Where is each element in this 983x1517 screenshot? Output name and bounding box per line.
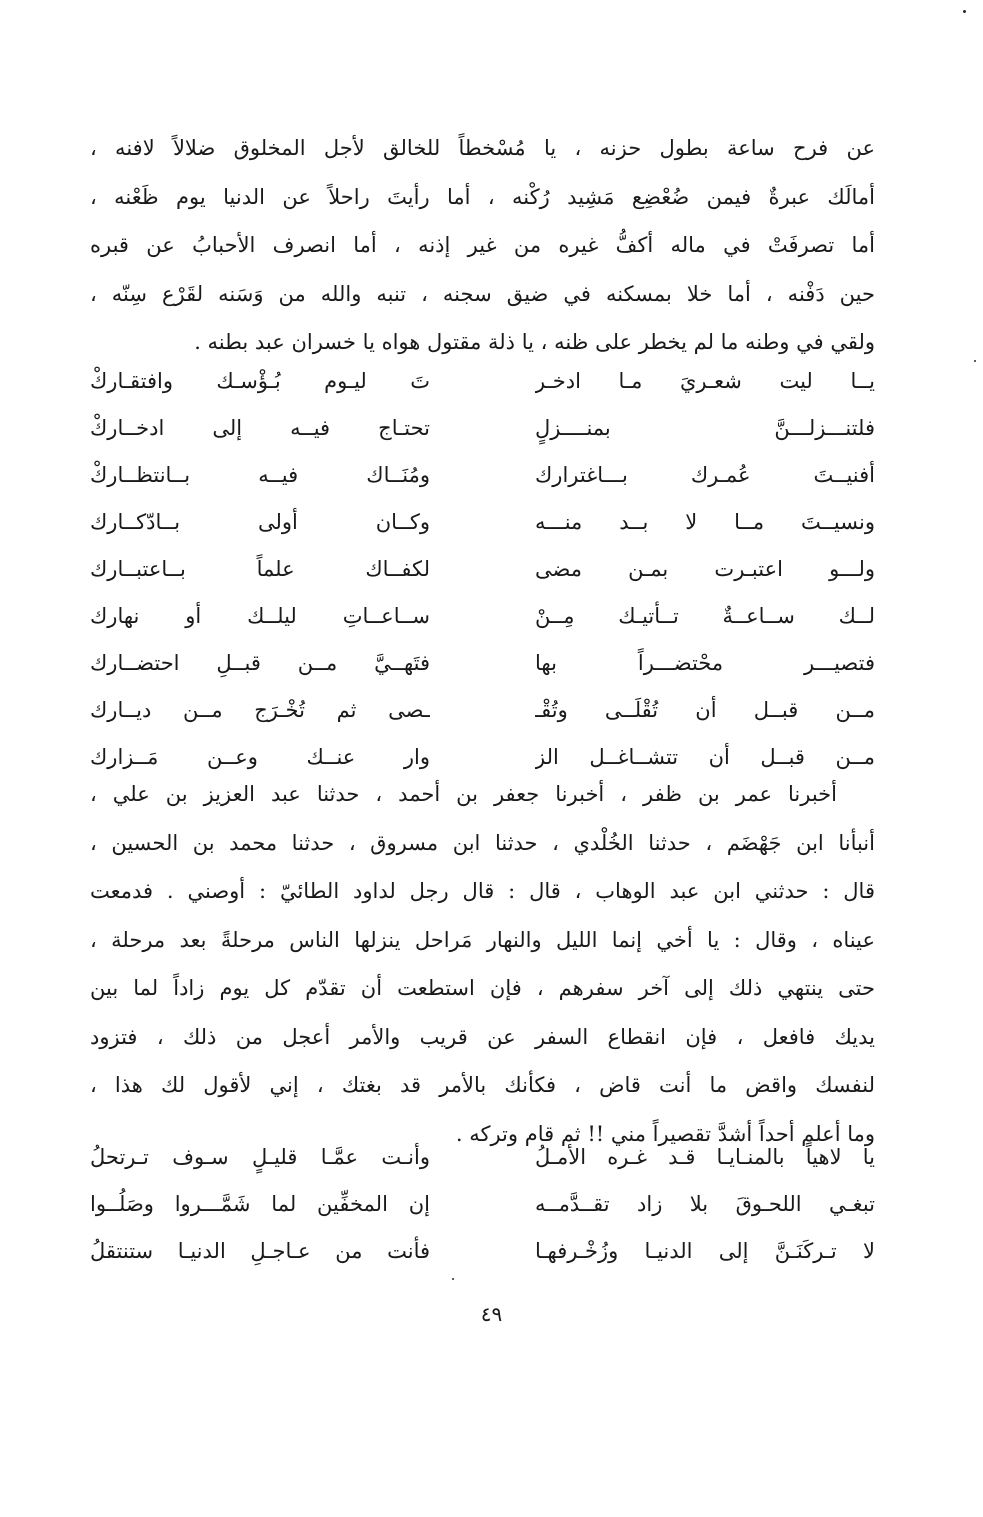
prose-line: عيناه ، وقال : يا أخي إنما الليل والنهار مَراحل ينزلها الناس مرحلةً بعد مرحلة ،	[90, 927, 875, 952]
verse-row	[90, 1134, 875, 1181]
verse-row	[90, 358, 875, 405]
verse-row	[90, 499, 875, 546]
verse-second-hemistich: وار عنــك وعــن مَــزارك	[90, 745, 430, 769]
prose-paragraph-2	[90, 770, 875, 1158]
prose-paragraph-1	[90, 124, 875, 367]
verse-second-hemistich: لكفــاك علماً بــاعتبــارك	[90, 557, 430, 581]
prose-line: أنبأنا ابن جَهْضَم ، حدثنا الخُلْدي ، حدثنا ابن مسروق ، حدثنا محمد بن الحسين ،	[90, 830, 875, 855]
verse-row	[90, 546, 875, 593]
poem-2	[90, 1134, 875, 1275]
page-number: ٤٩	[480, 1302, 503, 1326]
verse-second-hemistich: تحتـاج فيــه إلى ادخــاركْ	[90, 416, 430, 440]
verse-first-hemistich: ونسيــتَ مــا لا بــد منـــه	[535, 510, 875, 534]
prose-line: يديك فافعل ، فإن انقطاع السفر عن قريب والأمر أعجل من ذلك ، فتزود	[90, 1024, 875, 1049]
verse-first-hemistich: فلتنـــزلـــنَّ بمنــــزلٍ	[535, 416, 875, 440]
prose-line: وما أعلم أحداً أشدَّ تقصيراً مني !! ثم قام وتركه .	[455, 1121, 875, 1146]
verse-second-hemistich: فأنت من عـاجـلِ الدنيـا ستنتقلُ	[90, 1239, 430, 1263]
verse-first-hemistich: يا لاهياً بالمنـايـا قـد غـره الأمـلُ	[535, 1145, 875, 1169]
prose-line: حتى ينتهي ذلك إلى آخر سفرهم ، فإن استطعت أن تقدّم كل يوم زاداً لما بين	[90, 976, 875, 1000]
verse-first-hemistich: مــن قبــل أن تُقْلَــى وتُقْـ	[535, 698, 875, 722]
verse-first-hemistich: أفنيــتَ عُمـرك بـــاغترارك	[535, 463, 875, 487]
verse-first-hemistich: مــن قبــل أن تتشــاغــل الز	[535, 745, 875, 769]
verse-row	[90, 1181, 875, 1228]
verse-second-hemistich: ـصى ثم تُخْـرَج مــن ديــارك	[90, 698, 430, 722]
verse-row	[90, 687, 875, 734]
verse-first-hemistich: يــا ليت شعـريَ مـا ادخـر	[535, 369, 875, 393]
verse-second-hemistich: ســاعــاتِ ليلــك أو نهارك	[90, 604, 430, 628]
verse-row	[90, 1228, 875, 1275]
poem-1	[90, 358, 875, 781]
verse-first-hemistich: فتصيـــر محْتضـــراً بها	[535, 651, 875, 675]
prose-line: حين دَفْنه ، أما خلا بمسكنه في ضيق سجنه ، تنبه والله من وَسَنه لقَرْع سِنّه ،	[90, 281, 875, 306]
prose-line: أمالَك عبرةٌ فيمن ضُعْضِع مَشِيد رُكْنه ، أما رأيتَ راحلاً عن الدنيا يوم ظَعْنه ،	[90, 184, 875, 209]
verse-row	[90, 593, 875, 640]
verse-second-hemistich: وكــان أولى بــادّكــارك	[90, 510, 430, 534]
prose-line: أخبرنا عمر بن ظفر ، أخبرنا جعفر بن أحمد ، حدثنا عبد العزيز بن علي ،	[90, 782, 837, 806]
prose-line: ولقي في وطنه ما لم يخطر على ظنه ، يا ذلة مقتول هواه يا خسران عبد بطنه .	[194, 330, 875, 354]
verse-row	[90, 640, 875, 687]
prose-line: قال : حدثني ابن عبد الوهاب ، قال : قال رجل لداود الطائيّ : أوصني . فدمعت	[90, 879, 875, 903]
scan-speck	[963, 10, 966, 13]
scan-speck	[452, 1278, 454, 1280]
verse-first-hemistich: لا تـركَنَـنَّ إلى الدنيـا وزُخْـرفهـا	[535, 1239, 875, 1263]
verse-first-hemistich: تبغـي اللحـوقَ بلا زاد تقــدَّمــه	[535, 1192, 875, 1216]
verse-second-hemistich: وأنـت عمَّـا قليـلٍ سـوف تـرتحلُ	[90, 1145, 430, 1169]
prose-line: لنفسك واقض ما أنت قاض ، فكأنك بالأمر قد بغتك ، إني لأقول لك هذا ،	[90, 1073, 875, 1097]
verse-first-hemistich: ولـــو اعتبـرت بمـن مضى	[535, 557, 875, 581]
scan-speck	[974, 360, 976, 362]
verse-second-hemistich: إن المخفِّين لما شَمَّـــروا وصَلُــوا	[90, 1192, 430, 1216]
verse-row	[90, 405, 875, 452]
verse-second-hemistich: ومُنَــاك فيــه بــانتظــاركْ	[90, 463, 430, 487]
prose-line: عن فرح ساعة بطول حزنه ، يا مُسْخطاً للخالق لأجل المخلوق ضلالاً لافنه ،	[90, 136, 875, 160]
verse-second-hemistich: تَ ليـوم بُـؤْسـك وافتقـاركْ	[90, 369, 430, 393]
verse-first-hemistich: لــك ســاعــةٌ تــأتيـك مِــنْ	[535, 604, 875, 628]
verse-row	[90, 452, 875, 499]
prose-line: أما تصرفَتْ في ماله أكفُّ غيره من غير إذنه ، أما انصرف الأحبابُ عن قبره	[90, 233, 875, 257]
verse-second-hemistich: فتَهــيَّ مــن قبــلِ احتضــارك	[90, 651, 430, 675]
